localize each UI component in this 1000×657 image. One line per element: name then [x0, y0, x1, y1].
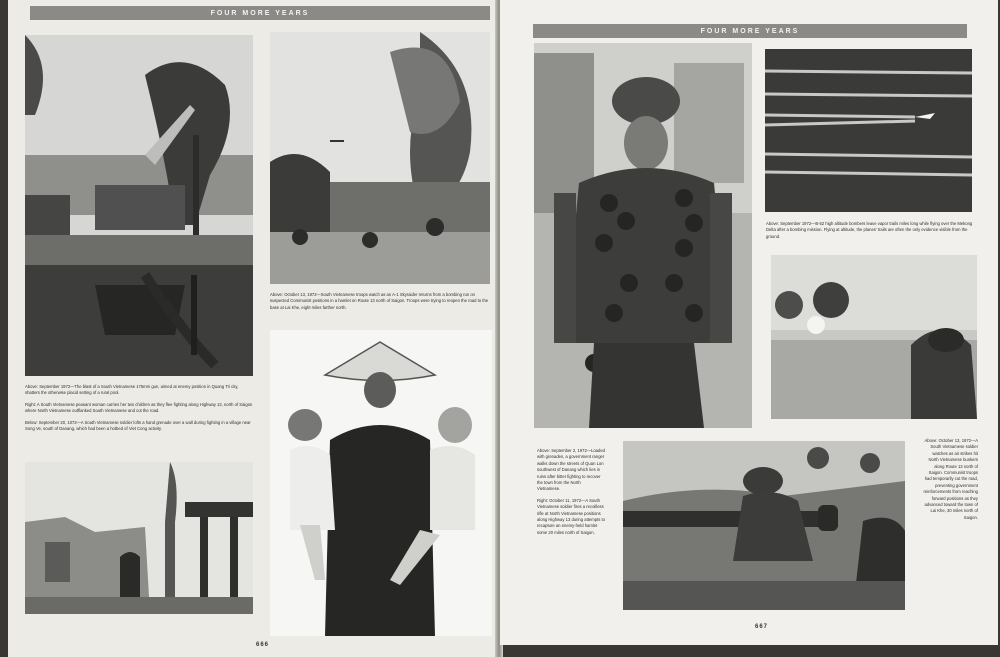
running-header: FOUR MORE YEARS — [533, 24, 967, 38]
left-page — [8, 0, 495, 657]
caption-ranger-block — [537, 448, 605, 541]
caption-gun-blast: Above: September 1972—The blast of a South Vietnamese 175mm gun, aimed at enemy position in Quang Tri city, shatters the otherwise placid setting of a rural pool. — [25, 384, 239, 396]
caption-refugees: Right: A South Vietnamese peasant woman carries her two children as they flee fighting along Highway 13, north of Saigon where North Vietnamese outflanked South Vietnamese and cut the road. — [25, 401, 253, 414]
photo-recoilless-rifle — [623, 441, 905, 610]
caption-grenade: Below: September 20, 1072—A South Vietnamese soldier lofts a hand grenade over a wall during fighting in a village near Song Ve, south of Danang, which had been a hotbed of Viet Cong activity. — [25, 419, 251, 432]
photo-refugee-children — [270, 330, 492, 636]
caption-ranger: Above: September 2, 1972—Loaded with grenades, a government ranger walks down the streets of Quan Lon southwest of Danang which lies in ruins after bitter fighting to recover the town from the North Vietnamese. — [537, 448, 605, 492]
caption-skyraider: Above: October 13, 1972—South Vietnamese troops watch as an A-1 Skyraider returns from a bombing run on suspected Communist positions in a hamlet on Route 13 north of Saigon. Troops were trying to reopen the road to the base at Lai Khe, eight miles farther north. — [270, 292, 489, 310]
photo-gun-blast — [25, 35, 253, 376]
photo-b52-contrails — [765, 49, 972, 212]
photo-village-ruins — [25, 462, 253, 614]
caption-b52: Above: September 1972—B-52 high altitude bombers leave vapor trails miles long while flying over the Mekong Delta after a bombing mission. Flying at altitude, the planes' trails are often the only evidence visible from the ground. — [766, 221, 973, 239]
page-number-right: 667 — [755, 624, 769, 630]
caption-recoilless: Right: October 11, 1972—A South Vietnamese soldier fires a recoilless rifle at North Vietnamese positions along Highway 13 during attempts to recapture an enemy-held hamlet some 20 miles north of Saigon. — [537, 497, 605, 535]
caption-bunkers: Above: October 13, 1972—A South Vietnamese soldier watches as air strikes hit North Vietnamese bunkers along Route 13 north of Saigon. Communist troops had temporarily cut the road, preventing government reinforcements from reaching forward positions as they advanced toward the town of Lai Khe, 30 miles north of Saigon. — [923, 438, 978, 520]
caption-main — [25, 384, 253, 437]
running-header: FOUR MORE YEARS — [30, 6, 490, 20]
photo-grenade-ranger — [534, 43, 752, 428]
right-page — [500, 0, 998, 645]
photo-airstrike-bunkers — [771, 255, 977, 419]
page-number-left: 666 — [256, 642, 270, 648]
photo-skyraider-smoke — [270, 32, 490, 284]
